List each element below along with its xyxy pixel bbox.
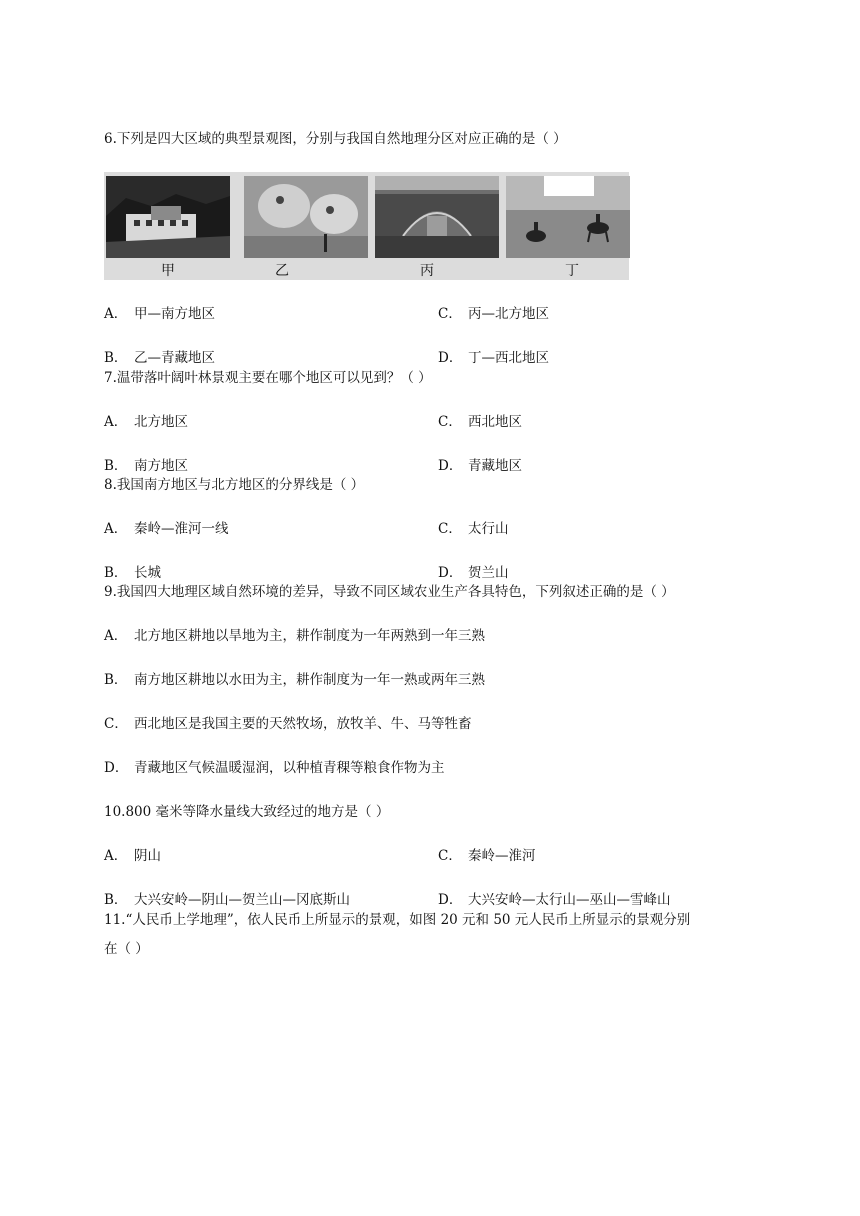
landscape-figure	[104, 172, 629, 280]
q10-option-b[interactable]: B． 大兴安岭—阴山—贺兰山—冈底斯山	[104, 892, 350, 908]
figure-caption-bing: 丙	[420, 263, 434, 279]
q10-option-c[interactable]: C． 秦岭—淮河	[438, 848, 536, 864]
question-10-stem: 10.800 毫米等降水量线大致经过的地方是（ ）	[104, 804, 390, 820]
question-11-stem-line1: 11.“人民币上学地理”，依人民币上所显示的景观，如图 20 元和 50 元人民币上所显示的景观分别	[104, 912, 691, 928]
q9-option-b[interactable]: B． 南方地区耕地以水田为主，耕作制度为一年一熟或两年三熟	[104, 672, 485, 688]
q6-option-a[interactable]: A． 甲—南方地区	[104, 306, 215, 322]
q8-option-b[interactable]: B． 长城	[104, 565, 161, 581]
q7-option-b[interactable]: B． 南方地区	[104, 458, 188, 474]
q6-option-c[interactable]: C． 丙—北方地区	[438, 306, 549, 322]
q9-option-a[interactable]: A． 北方地区耕地以旱地为主，耕作制度为一年两熟到一年三熟	[104, 628, 485, 644]
figure-panel-bing	[375, 176, 499, 258]
question-9-stem: 9.我国四大地理区域自然环境的差异，导致不同区域农业生产各具特色，下列叙述正确的是（ ）	[104, 584, 675, 600]
q10-option-d[interactable]: D． 大兴安岭—太行山—巫山—雪峰山	[438, 892, 671, 908]
figure-caption-yi: 乙	[275, 263, 289, 279]
figure-panel-jia	[106, 176, 230, 258]
q7-option-d[interactable]: D． 青藏地区	[438, 458, 522, 474]
question-11-stem-line2: 在（ ）	[104, 941, 149, 957]
q6-option-d[interactable]: D． 丁—西北地区	[438, 350, 549, 366]
q8-option-d[interactable]: D． 贺兰山	[438, 565, 509, 581]
q8-option-a[interactable]: A． 秦岭—淮河一线	[104, 521, 229, 537]
q9-option-c[interactable]: C． 西北地区是我国主要的天然牧场，放牧羊、牛、马等牲畜	[104, 716, 472, 732]
q10-option-a[interactable]: A． 阴山	[104, 848, 161, 864]
q9-option-d[interactable]: D． 青藏地区气候温暖湿润，以种植青稞等粮食作物为主	[104, 760, 445, 776]
q7-option-a[interactable]: A． 北方地区	[104, 414, 188, 430]
figure-panel-ding	[506, 176, 630, 258]
figure-caption-jia: 甲	[161, 263, 175, 279]
question-7-stem: 7.温带落叶阔叶林景观主要在哪个地区可以见到？（ ）	[104, 370, 432, 386]
q6-option-b[interactable]: B． 乙—青藏地区	[104, 350, 215, 366]
q7-option-c[interactable]: C． 西北地区	[438, 414, 522, 430]
figure-panel-yi	[244, 176, 368, 258]
figure-caption-ding: 丁	[565, 263, 579, 279]
question-6-stem: 6.下列是四大区域的典型景观图，分别与我国自然地理分区对应正确的是（ ）	[104, 131, 567, 147]
q8-option-c[interactable]: C． 太行山	[438, 521, 509, 537]
question-8-stem: 8.我国南方地区与北方地区的分界线是（ ）	[104, 477, 365, 493]
